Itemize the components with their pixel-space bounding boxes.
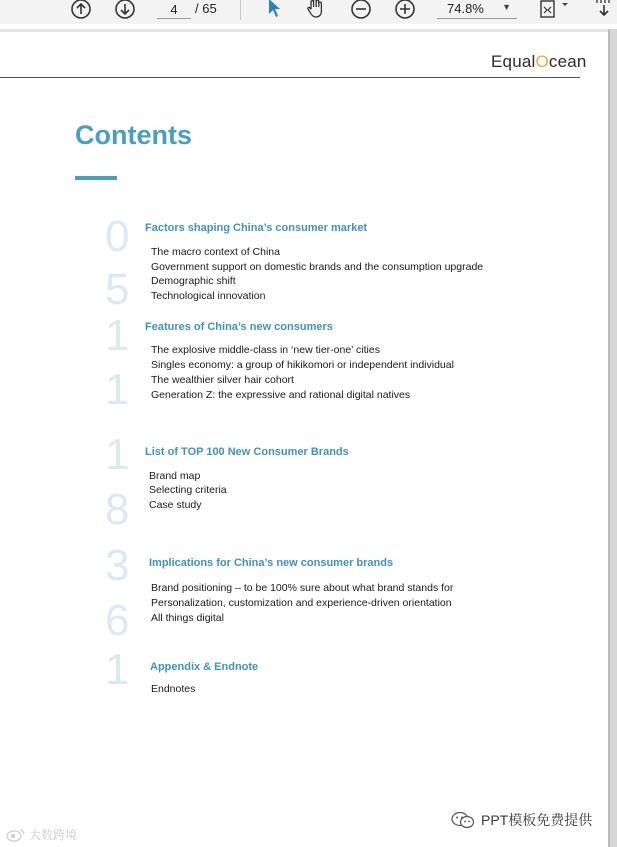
section-item[interactable]: Generation Z: the expressive and rational digital natives	[151, 389, 411, 401]
section-heading-link[interactable]: Factors shaping China’s consumer market	[145, 222, 368, 234]
section-item[interactable]: Demographic shift	[151, 275, 236, 287]
watermark-right-text: PPT模板免费提供	[481, 812, 593, 828]
chevron-down-icon: ▼	[502, 2, 511, 12]
logo-o: O	[535, 52, 549, 71]
watermark-right	[451, 810, 592, 830]
fit-page-icon[interactable]	[537, 0, 571, 20]
section-item[interactable]: Singles economy: a group of hikikomori or independent individual	[151, 359, 454, 371]
scroll-down-icon[interactable]	[113, 0, 137, 21]
pointer-icon[interactable]	[263, 0, 285, 20]
section-item[interactable]: Selecting criteria	[149, 484, 227, 496]
page-title: Contents	[75, 120, 192, 150]
header-rule	[0, 77, 580, 78]
section-item[interactable]: All things digital	[151, 612, 224, 624]
section-item[interactable]: Technological innovation	[151, 290, 266, 302]
section-item[interactable]: Endnotes	[151, 683, 196, 695]
section-item[interactable]: Personalization, customization and experience-driven orientation	[151, 597, 452, 609]
page-number-digit: 1	[105, 645, 130, 694]
page-number-digit: 1	[105, 311, 130, 360]
page-shadow-right	[608, 29, 610, 847]
watermark-left-text: 大数跨境	[29, 828, 78, 842]
page-number-digit: 3	[105, 541, 130, 590]
hand-icon[interactable]	[303, 0, 329, 20]
title-accent-bar	[75, 176, 117, 180]
weibo-icon	[6, 828, 26, 842]
scroll-up-icon[interactable]	[69, 0, 93, 21]
zoom-in-icon[interactable]	[393, 0, 417, 21]
section-item[interactable]: The macro context of China	[151, 246, 280, 258]
logo-text-part2: cean	[548, 52, 587, 71]
save-icon[interactable]	[592, 0, 616, 20]
section-item[interactable]: Government support on domestic brands and the consumption upgrade	[151, 261, 484, 273]
document-page	[0, 32, 608, 847]
zoom-select[interactable]	[437, 0, 517, 19]
zoom-out-icon[interactable]	[349, 0, 373, 21]
section-item[interactable]: Case study	[149, 499, 202, 511]
watermark-left	[6, 826, 77, 843]
section-item[interactable]: Brand positioning – to be 100% sure about what brand stands for	[151, 582, 454, 594]
logo-text-part1: Equal	[491, 52, 536, 71]
page-number-digit: 6	[105, 596, 130, 645]
section-heading-link[interactable]: Implications for China’s new consumer brands	[149, 557, 394, 569]
toolbar-divider	[240, 0, 241, 20]
wechat-icon	[451, 811, 475, 829]
section-item[interactable]: Brand map	[149, 470, 201, 482]
section-heading-link[interactable]: Appendix & Endnote	[150, 661, 259, 673]
page-total: / 65	[195, 1, 217, 16]
section-item[interactable]: The wealthier silver hair cohort	[151, 374, 294, 386]
page-number-digit: 0	[105, 212, 130, 261]
section-item[interactable]: The explosive middle-class in ‘new tier-one’ cities	[151, 344, 380, 356]
page-number-input[interactable]	[157, 0, 191, 19]
page-number-digit: 5	[105, 265, 130, 314]
page-number-digit: 1	[105, 365, 130, 414]
page-number-digit: 1	[105, 430, 130, 479]
zoom-value: 74.8%	[447, 1, 484, 16]
page-number-digit: 8	[105, 485, 130, 534]
section-heading-link[interactable]: List of TOP 100 New Consumer Brands	[145, 446, 349, 458]
equalocean-logo	[491, 52, 587, 72]
pdf-toolbar	[0, 0, 617, 24]
section-heading-link[interactable]: Features of China’s new consumers	[145, 321, 333, 333]
